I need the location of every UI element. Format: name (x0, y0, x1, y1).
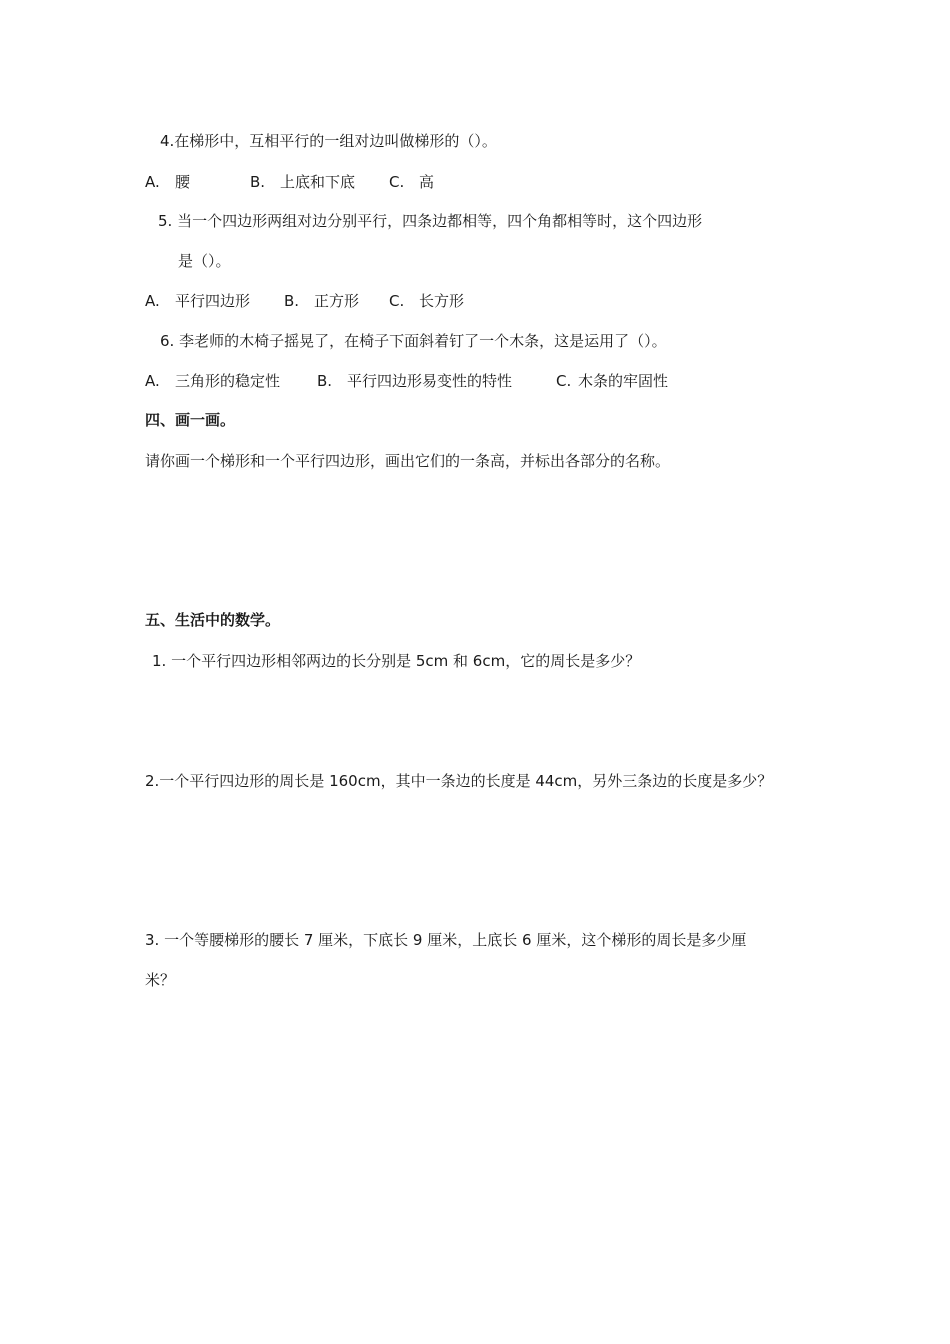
question-4-option-b (250, 172, 355, 192)
question-5-option-a (145, 291, 250, 311)
option-letter: B. (284, 292, 300, 310)
question-6-option-b (317, 371, 512, 391)
option-letter: A. (145, 173, 160, 191)
option-text: 正方形 (314, 292, 360, 310)
question-4-text: 4.在梯形中，互相平行的一组对边叫做梯形的（）。 (160, 132, 497, 150)
section-5-heading: 五、生活中的数学。 (145, 611, 281, 629)
question-4-option-a (145, 172, 190, 192)
section-5-question-1: 1. 一个平行四边形相邻两边的长分别是 5cm 和 6cm，它的周长是多少？ (152, 652, 641, 670)
question-6-text: 6. 李老师的木椅子摇晃了，在椅子下面斜着钉了一个木条，这是运用了（）。 (160, 332, 667, 350)
question-5-text-line2: 是（）。 (178, 252, 231, 270)
option-letter: C. (389, 173, 405, 191)
option-letter: C. (389, 292, 405, 310)
question-4-option-c (389, 172, 434, 192)
option-text: 长方形 (419, 292, 465, 310)
question-6-option-c (556, 371, 668, 391)
option-letter: A. (145, 292, 160, 310)
option-text: 三角形的稳定性 (175, 372, 281, 390)
section-4-instruction: 请你画一个梯形和一个平行四边形，画出它们的一条高，并标出各部分的名称。 (145, 452, 671, 470)
section-5-question-3-line1: 3. 一个等腰梯形的腰长 7 厘米，下底长 9 厘米，上底长 6 厘米，这个梯形的周长是多少厘 (145, 931, 747, 949)
option-text: 平行四边形 (175, 292, 251, 310)
option-letter: B. (317, 372, 333, 390)
option-letter: A. (145, 372, 160, 390)
option-text: 上底和下底 (280, 173, 356, 191)
option-letter: B. (250, 173, 266, 191)
question-6-option-a (145, 371, 280, 391)
question-5-text-line1: 5. 当一个四边形两组对边分别平行，四条边都相等，四个角都相等时，这个四边形 (158, 212, 703, 230)
question-5-option-b (284, 291, 359, 311)
option-letter: C. (556, 372, 572, 390)
question-5-option-c (389, 291, 464, 311)
section-4-heading: 四、画一画。 (145, 411, 236, 429)
option-text: 平行四边形易变性的特性 (347, 372, 513, 390)
option-text: 木条的牢固性 (578, 372, 669, 390)
option-text: 高 (419, 173, 435, 191)
section-5-question-2: 2.一个平行四边形的周长是 160cm，其中一条边的长度是 44cm，另外三条边的长度是多少？ (145, 772, 773, 790)
section-5-question-3-line2: 米？ (145, 971, 176, 989)
option-text: 腰 (175, 173, 191, 191)
